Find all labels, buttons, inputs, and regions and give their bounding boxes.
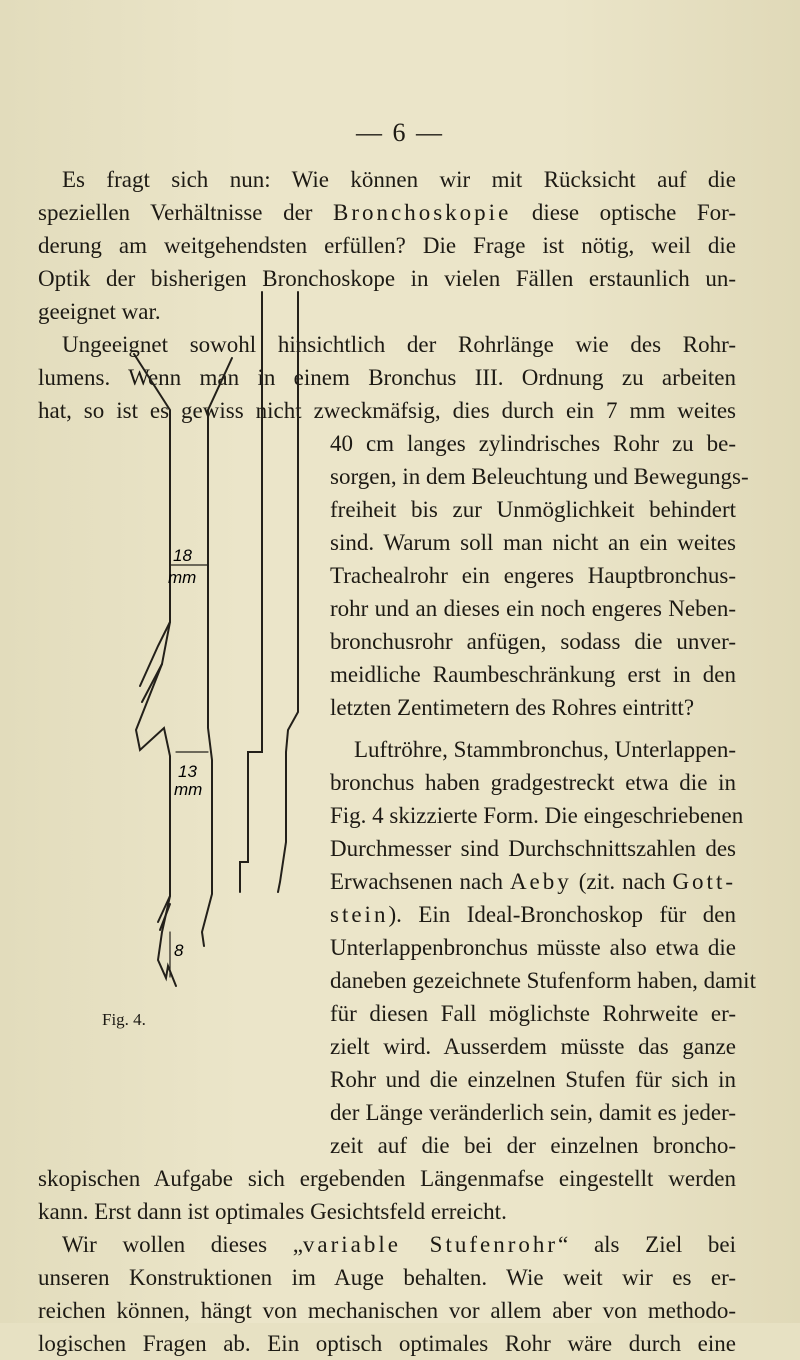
author-gottstein-part2: stein bbox=[330, 902, 389, 927]
label-main-bronchus-unit: mm bbox=[174, 780, 203, 799]
paragraph-1-line-5: geeignet war. bbox=[38, 299, 161, 324]
paragraph-3-line-8: daneben gezeichnete Stufenform haben, damit bbox=[330, 968, 756, 993]
paragraph-3-line-6: stein). Ein Ideal-Bronchoskop für den bbox=[330, 902, 736, 927]
paragraph-2-line-9: rohr und an dieses ein noch engeres Neben- bbox=[330, 596, 736, 621]
airway-right-outline bbox=[202, 358, 232, 946]
left-branch-outline bbox=[140, 622, 170, 702]
paragraph-3-line-11: Rohr und die einzelnen Stufen für sich in bbox=[330, 1067, 736, 1092]
paragraph-2-line-10: bronchusrohr anfügen, sodass die unver- bbox=[330, 629, 736, 654]
paragraph-1-line-3: derung am weitgehendsten erfüllen? Die Frage ist nötig, weil die bbox=[38, 233, 736, 258]
paragraph-1-line-2: speziellen Verhältnisse der Bronchoskopie diese optische For- bbox=[38, 200, 737, 225]
paragraph-2-line-7: sind. Warum soll man nicht an ein weites bbox=[330, 530, 736, 555]
term-bronchoskopie: Bronchoskopie bbox=[333, 200, 512, 225]
paragraph-3-line-14: skopischen Aufgabe sich ergebenden Längenmafse eingestellt werden bbox=[38, 1166, 736, 1191]
label-trachea-value: 18 bbox=[173, 546, 192, 565]
paragraph-3-line-10: zielt wird. Ausserdem müsste das ganze bbox=[330, 1034, 736, 1059]
airway-left-outline bbox=[134, 354, 176, 986]
paragraph-3-line-4: Durchmesser sind Durchschnittszahlen des bbox=[330, 836, 736, 861]
paragraph-4-line-3: reichen können, hängt von mechanischen vor allem aber von methodo- bbox=[38, 1298, 736, 1323]
paragraph-3-line-5: Erwachsenen nach Aeby (zit. nach Gott- bbox=[330, 869, 736, 894]
paragraph-2-line-12: letzten Zentimetern des Rohres eintritt? bbox=[330, 695, 695, 720]
term-variable-stufenrohr: variable Stufenrohr bbox=[302, 1232, 559, 1257]
paragraph-2-line-8: Trachealrohr ein engeres Hauptbronchus- bbox=[330, 563, 736, 588]
stepped-tube-left bbox=[240, 292, 262, 892]
paragraph-2-line-11: meidliche Raumbeschränkung erst in den bbox=[330, 662, 736, 687]
paragraph-4-line-1: Wir wollen dieses „variable Stufenrohr“ als Ziel bei bbox=[62, 1232, 736, 1257]
paragraph-2-line-5: sorgen, in dem Beleuchtung und Bewegungs- bbox=[330, 464, 749, 489]
paragraph-2-line-2: lumens. Wenn man in einem Bronchus III. Ordnung zu arbeiten bbox=[38, 365, 736, 390]
figure-4-bronchus-diagram bbox=[130, 282, 320, 994]
author-gottstein-part1: Gott- bbox=[672, 869, 736, 894]
paragraph-1-line-4: Optik der bisherigen Bronchoskope in vielen Fällen erstaunlich un- bbox=[38, 266, 736, 291]
label-trachea-unit: mm bbox=[168, 568, 197, 587]
paragraph-2-line-6: freiheit bis zur Unmöglichkeit behindert bbox=[330, 497, 736, 522]
paragraph-3-line-13: zeit auf die bei der einzelnen broncho- bbox=[330, 1133, 736, 1158]
paragraph-3-line-3: Fig. 4 skizzierte Form. Die eingeschriebenen bbox=[330, 803, 744, 828]
paragraph-1-line-1: Es fragt sich nun: Wie können wir mit Rücksicht auf die bbox=[62, 167, 736, 192]
label-main-bronchus-value: 13 bbox=[178, 762, 197, 781]
paragraph-4-line-2: unseren Konstruktionen im Auge behalten. Wie weit wir es er- bbox=[38, 1265, 736, 1290]
stepped-tube-right bbox=[278, 292, 298, 892]
paragraph-3-line-15: kann. Erst dann ist optimales Gesichtsfeld erreicht. bbox=[38, 1199, 507, 1224]
paragraph-2-line-1: Ungeeignet sowohl hinsichtlich der Rohrlänge wie des Rohr- bbox=[62, 332, 736, 357]
paragraph-3-line-1: Luftröhre, Stammbronchus, Unterlappen- bbox=[354, 737, 736, 762]
paragraph-2-line-3: hat, so ist es gewiss nicht zweckmäfsig, dies durch ein 7 mm weites bbox=[38, 398, 736, 423]
label-lower-lobe-value: 8 bbox=[174, 941, 184, 960]
page-number: — 6 — bbox=[356, 118, 444, 147]
paragraph-3-line-7: Unterlappenbronchus müsste also etwa die bbox=[330, 935, 736, 960]
paragraph-3-line-12: der Länge veränderlich sein, damit es jeder- bbox=[330, 1100, 736, 1125]
figure-caption: Fig. 4. bbox=[102, 1010, 146, 1029]
author-aeby: Aeby bbox=[509, 869, 572, 894]
paragraph-4-line-4: logischen Fragen ab. Ein optisch optimales Rohr wäre durch eine bbox=[38, 1331, 736, 1356]
paragraph-3-line-9: für diesen Fall möglichste Rohrweite er- bbox=[330, 1001, 736, 1026]
paragraph-3-line-2: bronchus haben gradgestreckt etwa die in bbox=[330, 770, 736, 795]
paragraph-2-line-4: 40 cm langes zylindrisches Rohr zu be- bbox=[330, 431, 736, 456]
